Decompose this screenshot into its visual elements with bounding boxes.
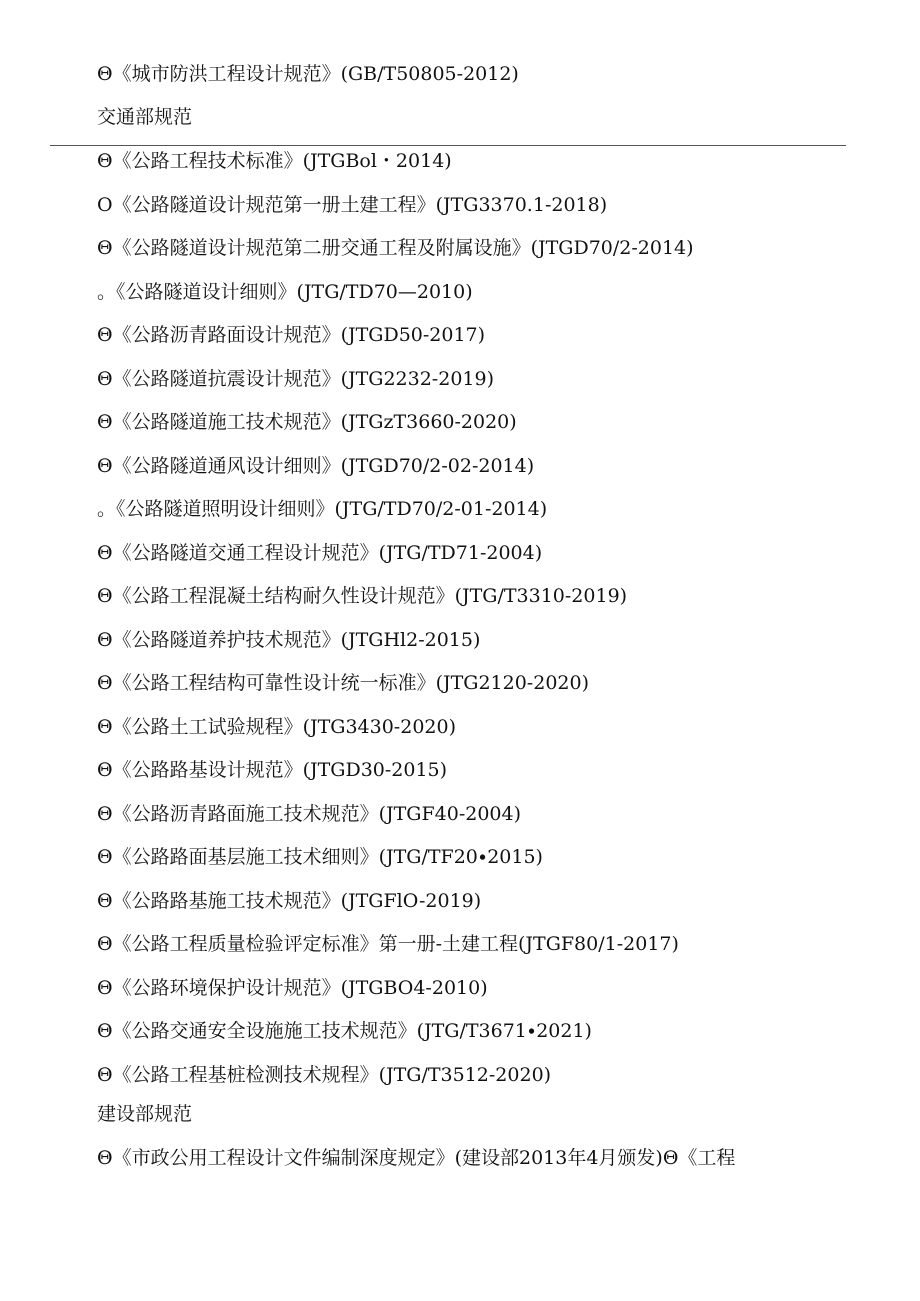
text-line: 。《公路隧道照明设计细则》(JTG∕TD70/2-01-2014) (97, 498, 548, 520)
text-line: Θ《公路隧道交通工程设计规范》(JTG/TD71-2004) (97, 542, 543, 564)
text-line: Θ《公路土工试验规程》(JTG3430-2020) (97, 716, 456, 738)
text-line: Θ《公路环境保护设计规范》(JTGBO4-2010) (97, 977, 488, 999)
text-line: Θ《公路工程质量检验评定标准》第一册-土建工程(JTGF80/1-2017) (97, 933, 679, 955)
text-line: Θ《公路隧道通风设计细则》(JTGD70/2-02-2014) (97, 455, 535, 477)
text-line: Θ《市政公用工程设计文件编制深度规定》(建设部2013年4月颁发)Θ《工程 (97, 1147, 736, 1169)
text-line: Θ《公路隧道养护技术规范》(JTGHl2-2015) (97, 629, 481, 651)
text-line: Θ《公路工程基桩检测技术规程》(JTG/T3512-2020) (97, 1064, 552, 1086)
text-line: Θ《公路工程结构可靠性设计统一标准》(JTG2120-2020) (97, 672, 589, 694)
text-line: Θ《公路工程混凝土结构耐久性设计规范》(JTG/T3310-2019) (97, 585, 628, 607)
text-line: Θ《公路隧道施工技术规范》(JTGzT3660-2020) (97, 411, 517, 433)
text-line: Θ《公路隧道抗震设计规范》(JTG2232-2019) (97, 368, 494, 390)
text-line: Θ《公路路基设计规范》(JTGD30-2015) (97, 759, 448, 781)
section-heading-jiansheku: 建设部规范 (97, 1103, 193, 1125)
text-line: Θ《公路工程技术标准》(JTGBol・2014) (97, 150, 452, 172)
text-line: Θ《城市防洪工程设计规范》(GB/T50805-2012) (97, 63, 519, 85)
text-line: Θ《公路隧道设计规范第二册交通工程及附属设施》(JTGD70/2-2014) (97, 237, 694, 259)
text-line: Θ《公路沥青路面设计规范》(JTGD50-2017) (97, 324, 486, 346)
horizontal-rule (50, 145, 846, 146)
text-line: Θ《公路路基施工技术规范》(JTGFlO-2019) (97, 890, 482, 912)
section-heading-jiaotongbu: 交通部规范 (97, 106, 193, 128)
text-line: 。《公路隧道设计细则》(JTG/TD70—2010) (97, 281, 473, 303)
text-line: Θ《公路路面基层施工技术细则》(JTG∕TF20∙2015) (97, 846, 543, 868)
text-line: Θ《公路沥青路面施工技术规范》(JTGF40-2004) (97, 803, 522, 825)
text-line: Θ《公路交通安全设施施工技术规范》(JTG∕T3671∙2021) (97, 1020, 592, 1042)
text-line: O《公路隧道设计规范第一册土建工程》(JTG3370.1-2018) (97, 194, 608, 216)
